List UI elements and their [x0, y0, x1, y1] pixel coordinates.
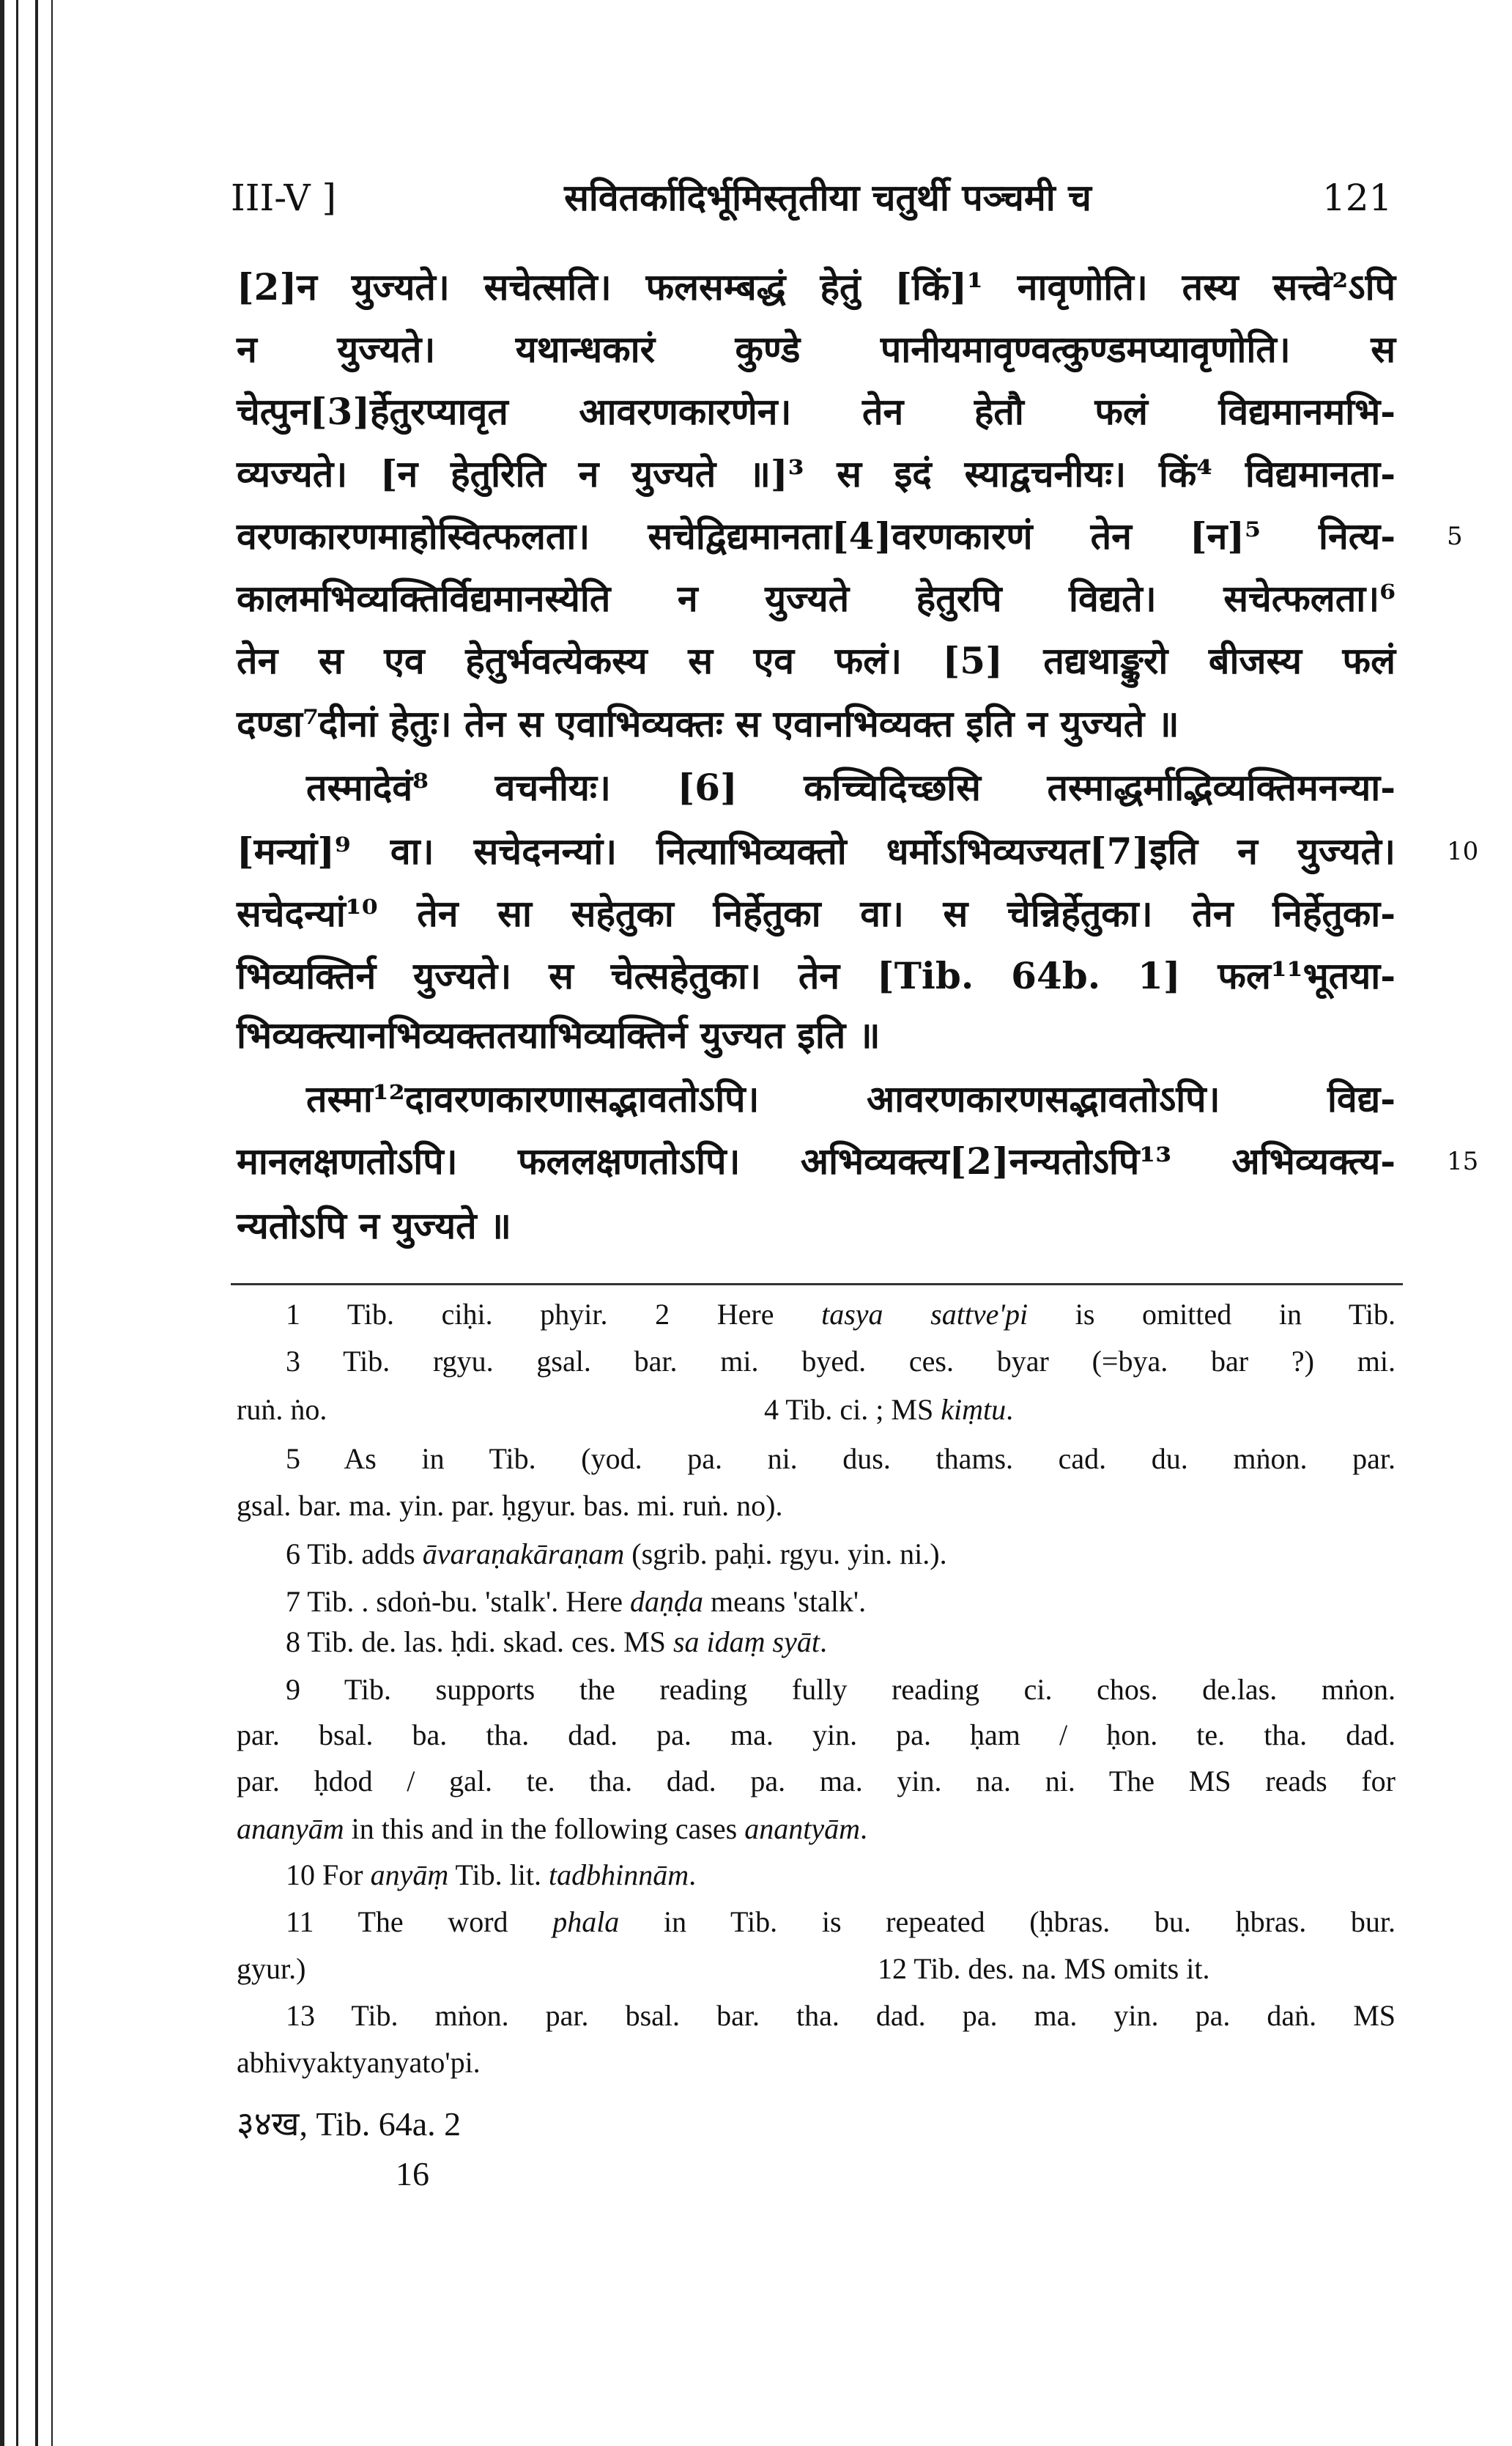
- footnote-line: [237, 1535, 1396, 1573]
- footnote-text: 7 Tib. . sdoṅ-bu. 'stalk'. Here: [286, 1585, 630, 1618]
- italic-term: kiṃtu: [941, 1393, 1007, 1426]
- footnote-text: 10 For: [286, 1858, 371, 1891]
- footnote-line: [237, 1296, 1396, 1334]
- footnote-line: [237, 1950, 1396, 1988]
- binding-edge: [51, 0, 53, 2446]
- italic-term: anyāṃ: [370, 1858, 449, 1891]
- footnote-line: [237, 1440, 1396, 1478]
- text-line: भिव्यक्त्यानभिव्यक्ततयाभिव्यक्तिर्न युज्यत इति ॥: [237, 1013, 881, 1057]
- footnote-line: [237, 2044, 1396, 2082]
- text-line: तस्मा¹²दावरणकारणासद्भावतोऽपि। आवरणकारणसद्भावतोऽपि। विद्य-: [306, 1077, 1396, 1120]
- footnote-text: 5 As in Tib. (yod. pa. ni. dus. thams. cad. du. mṅon. par.: [286, 1442, 1396, 1475]
- margin-line-number: 10: [1447, 837, 1479, 866]
- text-line: चेत्पुन[3]र्हेतुरप्यावृत आवरणकारणेन। तेन हेतौ फलं विद्यमानमभि-: [237, 390, 1396, 433]
- footnote-text: par. bsal. ba. tha. dad. pa. ma. yin. pa. ḥam / ḥon. te. tha. dad.: [237, 1718, 1396, 1751]
- footnote-text: Tib. lit.: [448, 1858, 549, 1891]
- footnote-line: [237, 1856, 1396, 1894]
- footnote-line: [237, 1762, 1396, 1800]
- footnote-text: 8 Tib. de. las. ḥdi. skad. ces. MS: [286, 1625, 673, 1658]
- folio-reference: ३४ख, Tib. 64a. 2: [237, 2105, 462, 2143]
- footnote-text: (sgrib. paḥi. rgyu. yin. ni.).: [624, 1537, 947, 1570]
- section-label: III-V ]: [231, 177, 337, 219]
- footnote-text: gsal. bar. ma. yin. par. ḥgyur. bas. mi. ruṅ. no).: [237, 1489, 783, 1522]
- text-line: कालमभिव्यक्तिर्विद्यमानस्येति न युज्यते हेतुरपि विद्यते। सचेत्फलता।⁶: [237, 577, 1396, 620]
- italic-term: ananyām: [237, 1812, 344, 1845]
- italic-term: phala: [552, 1905, 620, 1938]
- signature-mark: 16: [396, 2155, 429, 2192]
- text-line: भिव्यक्तिर्न युज्यते। स चेत्सहेतुका। तेन [Tib. 64b. 1] फल¹¹भूतया-: [237, 954, 1396, 997]
- text-line: दण्डा⁷दीनां हेतुः। तेन स एवाभिव्यक्तः स एवानभिव्यक्त इति न युज्यते ॥: [237, 702, 1179, 745]
- footnote-line: [237, 1391, 1396, 1429]
- footnote-line: [237, 1810, 1396, 1848]
- footnote-text: .: [860, 1812, 867, 1845]
- footnote-text: ruṅ. ṅo.: [237, 1393, 327, 1426]
- footnote-text: gyur.): [237, 1952, 306, 1985]
- footnote-line: [237, 1997, 1396, 2035]
- margin-line-number: 5: [1447, 522, 1463, 551]
- binding-edge: [0, 0, 4, 2446]
- footnote-text: 9 Tib. supports the reading fully reading ci. chos. de.las. mṅon.: [286, 1673, 1396, 1706]
- italic-term: anantyām: [744, 1812, 860, 1845]
- text-line: मानलक्षणतोऽपि। फललक्षणतोऽपि। अभिव्यक्त्य[2]नन्यतोऽपि¹³ अभिव्यक्त्य-: [237, 1139, 1396, 1183]
- italic-term: tadbhinnām: [548, 1858, 689, 1891]
- page-number: 121: [1322, 177, 1393, 219]
- footnote-text: 3 Tib. rgyu. gsal. bar. mi. byed. ces. byar (=bya. bar ?) mi.: [286, 1345, 1396, 1378]
- italic-term: āvaraṇakāraṇam: [422, 1537, 625, 1570]
- text-line: सचेदन्यां¹⁰ तेन सा सहेतुका निर्हेतुका वा। स चेन्निर्हेतुका। तेन निर्हेतुका-: [237, 892, 1396, 935]
- footnote-line: [237, 1623, 1396, 1661]
- text-line: तेन स एव हेतुर्भवत्येकस्य स एव फलं। [5] तद्यथाङ्कुरो बीजस्य फलं: [237, 639, 1396, 682]
- footnote-line: [237, 1903, 1396, 1941]
- footnote-text: 4 Tib. ci. ; MS: [764, 1393, 941, 1426]
- italic-term: sa idaṃ syāt: [672, 1625, 820, 1658]
- footnote-text: .: [819, 1625, 827, 1658]
- footnote-text: par. ḥdod / gal. te. tha. dad. pa. ma. yin. na. ni. The MS reads for: [237, 1765, 1396, 1797]
- footnote-text: abhivyaktyanyato'pi.: [237, 2046, 481, 2079]
- text-line: न युज्यते। यथान्धकारं कुण्डे पानीयमावृण्वत्कुण्डमप्यावृणोति। स: [237, 328, 1396, 371]
- footnote-separator: [231, 1283, 1403, 1285]
- footnote-text: 13 Tib. mṅon. par. bsal. bar. tha. dad. pa. ma. yin. pa. daṅ. MS: [286, 1999, 1396, 2032]
- footnote-line: [237, 1487, 1396, 1525]
- text-line: वरणकारणमाहोस्वित्फलता। सचेद्विद्यमानता[4]वरणकारणं तेन [न]⁵ नित्य-: [237, 514, 1396, 558]
- footnote-line: [237, 1583, 1396, 1621]
- footnote-entry: [764, 1391, 1013, 1429]
- footnote-text: 12 Tib. des. na. MS omits it.: [878, 1952, 1210, 1985]
- italic-term: tasya sattve'pi: [821, 1298, 1029, 1331]
- footnote-text: is omitted in Tib.: [1028, 1298, 1396, 1331]
- text-line: [2]न युज्यते। सचेत्सति। फलसम्बद्धं हेतुं [किं]¹ नावृणोति। तस्य सत्त्वे²ऽपि: [237, 265, 1396, 308]
- footnote-text: in Tib. is repeated (ḥbras. bu. ḥbras. bur.: [619, 1905, 1396, 1938]
- text-line: व्यज्यते। [न हेतुरिति न युज्यते ॥]³ स इदं स्याद्वचनीयः। किं⁴ विद्यमानता-: [237, 452, 1396, 495]
- margin-line-number: 15: [1447, 1147, 1479, 1176]
- text-line: तस्मादेवं⁸ वचनीयः। [6] कच्चिदिच्छसि तस्माद्धर्माद्भिव्यक्तिमनन्या-: [306, 766, 1396, 809]
- footnote-entry: [878, 1950, 1209, 1988]
- running-title: सवितर्कादिर्भूमिस्तृतीया चतुर्थी पञ्चमी च: [564, 176, 1092, 219]
- footnote-line: [237, 1342, 1396, 1381]
- text-line: न्यतोऽपि न युज्यते ॥: [237, 1204, 511, 1247]
- footnote-text: .: [689, 1858, 697, 1891]
- footnote-text: 11 The word: [286, 1905, 553, 1938]
- footnote-text: 6 Tib. adds: [286, 1537, 423, 1570]
- footnote-text: means 'stalk'.: [703, 1585, 867, 1618]
- binding-edge: [35, 0, 38, 2446]
- footnote-text: 1 Tib. ciḥi. phyir. 2 Here: [286, 1298, 822, 1331]
- footnote-text: in this and in the following cases: [344, 1812, 745, 1845]
- footnote-text: .: [1006, 1393, 1014, 1426]
- footnote-line: [237, 1671, 1396, 1709]
- binding-edge: [16, 0, 18, 2446]
- footnote-line: [237, 1716, 1396, 1754]
- italic-term: daṇḍa: [629, 1585, 703, 1618]
- text-line: [मन्यां]⁹ वा। सचेदनन्यां। नित्याभिव्यक्तो धर्मोऽभिव्यज्यत[7]इति न युज्यते।: [237, 830, 1396, 873]
